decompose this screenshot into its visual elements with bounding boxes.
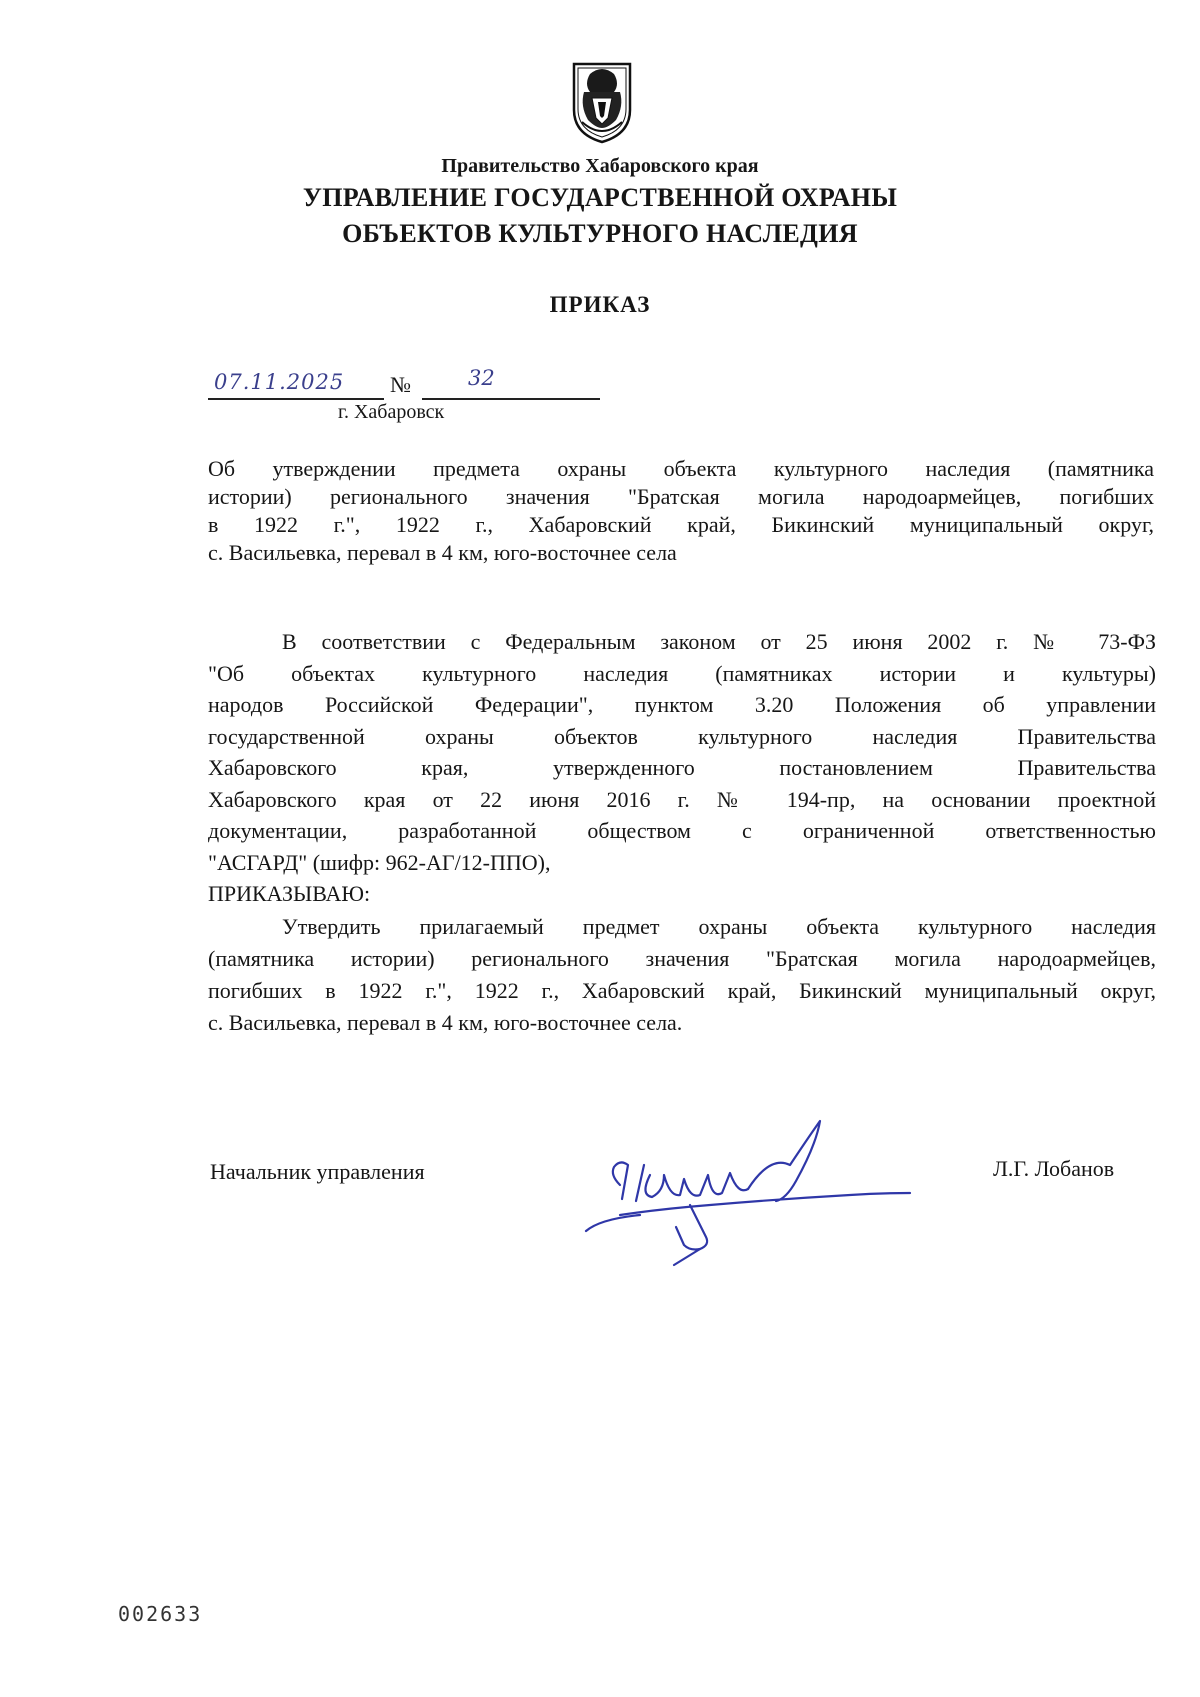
paragraph-line: Хабаровского края от 22 июня 2016 г. № 194-пр, на основании проектной <box>208 786 1156 812</box>
title-line: в 1922 г.", 1922 г., Хабаровский край, Бикинский муниципальный округ, <box>208 512 1154 537</box>
city: г. Хабаровск <box>338 401 445 423</box>
paragraph-line: "Об объектах культурного наследия (памятниках истории и культуры) <box>208 660 1156 686</box>
signer-position: Начальник управления <box>210 1159 425 1184</box>
coat-of-arms-icon <box>568 54 636 146</box>
paragraph-line: народов Российской Федерации", пунктом 3.20 Положения об управлении <box>208 692 1156 717</box>
paragraph-line: (памятника истории) регионального значения "Братская могила народоармейцев, <box>208 946 1156 971</box>
order-title <box>208 455 1154 567</box>
preamble-paragraph <box>208 626 1156 878</box>
serial-number: 002633 <box>118 1602 203 1626</box>
government-name: Правительство Хабаровского края <box>441 155 759 177</box>
title-line: истории) регионального значения "Братская могила народоармейцев, погибших <box>208 484 1154 509</box>
paragraph-line: Хабаровского края, утвержденного постановлением Правительства <box>208 755 1156 780</box>
paragraph-line: "АСГАРД" (шифр: 962-АГ/12-ППО), <box>208 849 551 875</box>
number-sign: № <box>390 372 411 397</box>
number-underline <box>422 398 600 400</box>
paragraph-line: документации, разработанной обществом с ограниченной ответственностью <box>208 818 1156 843</box>
title-line: с. Васильевка, перевал в 4 км, юго-восточнее села <box>208 540 677 565</box>
document-type: ПРИКАЗ <box>549 292 651 317</box>
paragraph-line: Утвердить прилагаемый предмет охраны объекта культурного наследия <box>282 914 1156 939</box>
order-word: ПРИКАЗЫВАЮ: <box>208 881 371 906</box>
department-name-line-2: ОБЪЕКТОВ КУЛЬТУРНОГО НАСЛЕДИЯ <box>342 219 858 248</box>
date-underline <box>208 398 384 400</box>
order-date: 07.11.2025 <box>214 370 345 394</box>
paragraph-line: В соответствии с Федеральным законом от 25 июня 2002 г. № 73-ФЗ <box>282 629 1156 654</box>
department-name-line-1: УПРАВЛЕНИЕ ГОСУДАРСТВЕННОЙ ОХРАНЫ <box>302 183 898 212</box>
signer-name: Л.Г. Лобанов <box>993 1156 1115 1181</box>
paragraph-line: государственной охраны объектов культурного наследия Правительства <box>208 723 1156 749</box>
paragraph-line: погибших в 1922 г.", 1922 г., Хабаровский край, Бикинский муниципальный округ, <box>208 978 1156 1003</box>
handwritten-signature <box>580 1115 940 1275</box>
decision-paragraph <box>208 911 1156 1039</box>
paragraph-line: с. Васильевка, перевал в 4 км, юго-восточнее села. <box>208 1010 683 1035</box>
title-line: Об утверждении предмета охраны объекта культурного наследия (памятника <box>208 456 1154 481</box>
order-number: 32 <box>468 366 495 390</box>
